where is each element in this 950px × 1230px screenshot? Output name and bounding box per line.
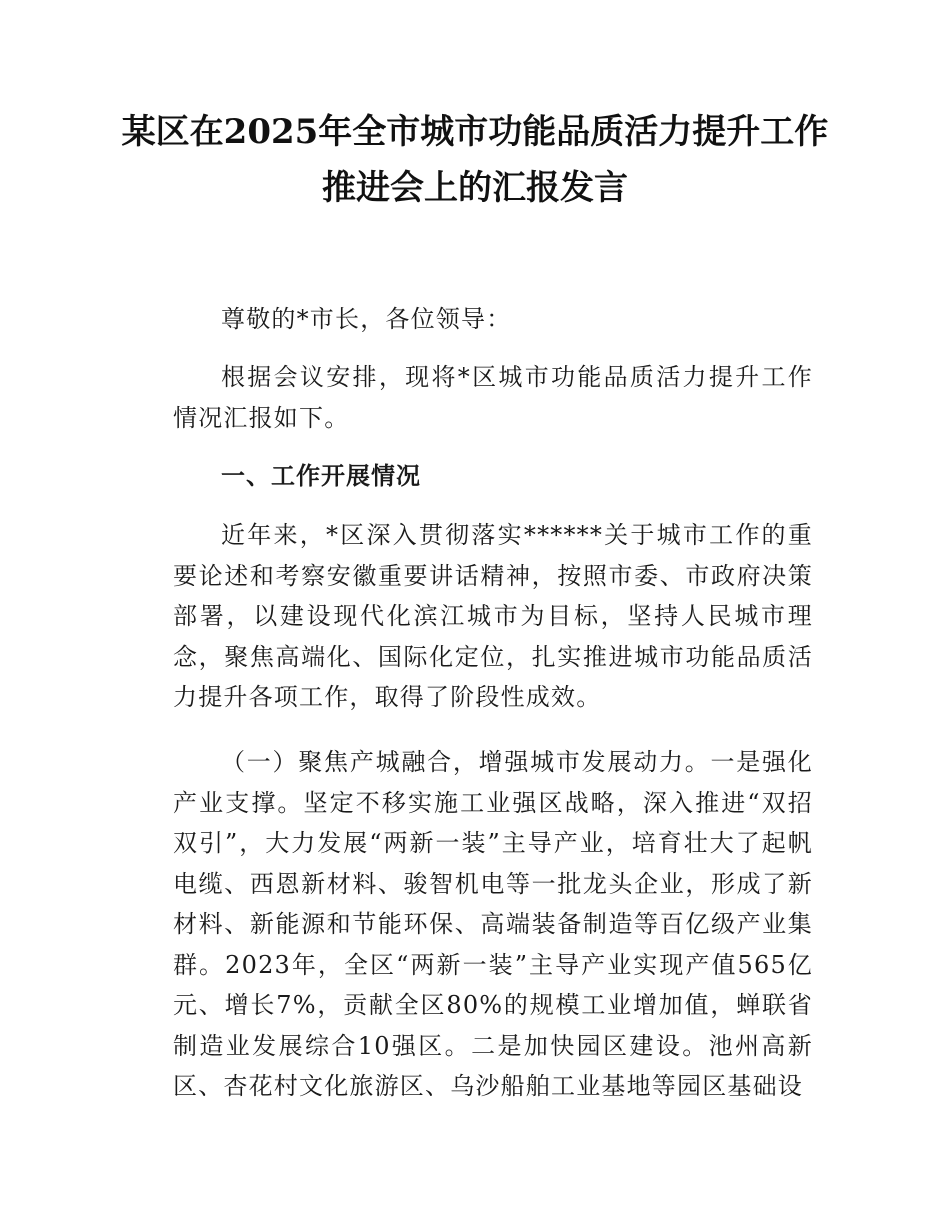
paragraph-industry-city: （一）聚焦产城融合，增强城市发展动力。一是强化产业支撑。坚定不移实施工业强区战略，深入推进“双招双引”，大力发展“两新一装”主导产业，培育壮大了起帆电缆、西恩新材料、骏智机电等一批龙头企业，形成了新材料、新能源和节能环保、高端装备制造等百亿级产业集群。2023年，全区“两新一装”主导产业实现产值565亿元、增长7%，贡献全区80%的规模工业增加值，蝉联省制造业发展综合10强区。二是加快园区建设。池州高新区、杏花村文化旅游区、乌沙船舶工业基地等园区基础设 <box>173 748 813 1100</box>
salutation: 尊敬的*市长，各位领导： <box>221 305 512 333</box>
section-heading: 一、工作开展情况 <box>221 462 421 490</box>
document-title: 某区在2025年全市城市功能品质活力提升工作推进会上的汇报发言 <box>121 112 829 208</box>
intro-paragraph: 根据会议安排，现将*区城市功能品质活力提升工作情况汇报如下。 <box>173 363 813 432</box>
paragraph-overview: 近年来，*区深入贯彻落实******关于城市工作的重要论述和考察安徽重要讲话精神，按照市委、市政府决策部署，以建设现代化滨江城市为目标，坚持人民城市理念，聚焦高端化、国际化定位，扎实推进城市功能品质活力提升各项工作，取得了阶段性成效。 <box>173 521 813 711</box>
